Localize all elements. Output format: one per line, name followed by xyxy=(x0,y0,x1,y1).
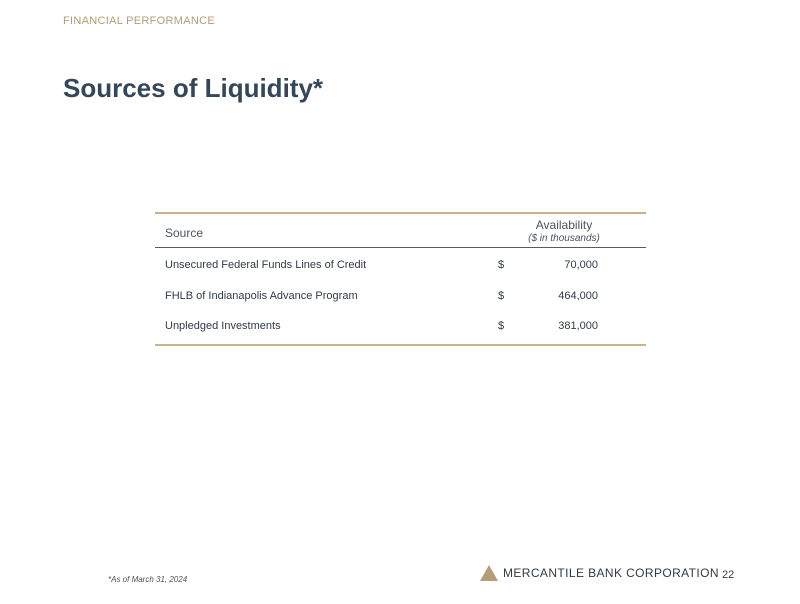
footnote: *As of March 31, 2024 xyxy=(108,575,188,584)
row-currency: $ xyxy=(498,259,505,271)
triangle-logo-icon xyxy=(480,565,498,581)
table-row xyxy=(155,250,646,281)
row-value: 464,000 xyxy=(558,289,598,302)
row-source: Unpledged Investments xyxy=(165,320,281,332)
table-row xyxy=(155,281,646,312)
section-label: FINANCIAL PERFORMANCE xyxy=(63,15,215,27)
page-number: 22 xyxy=(722,569,735,581)
table-bottom-rule xyxy=(155,344,646,346)
row-currency: $ xyxy=(498,289,505,302)
table-body xyxy=(155,248,646,344)
header-availability-label: Availability xyxy=(535,218,593,232)
header-source: Source xyxy=(165,226,204,240)
company-name: MERCANTILE BANK CORPORATION xyxy=(503,566,719,580)
row-value: 70,000 xyxy=(564,259,598,271)
row-currency: $ xyxy=(498,320,505,332)
header-availability xyxy=(519,219,609,245)
row-source: FHLB of Indianapolis Advance Program xyxy=(165,289,358,302)
page-title: Sources of Liquidity* xyxy=(63,73,324,103)
liquidity-table xyxy=(155,212,646,346)
company-logo xyxy=(480,565,719,581)
header-availability-unit: ($ in thousands) xyxy=(528,233,600,244)
row-value: 381,000 xyxy=(558,320,598,332)
table-header-row xyxy=(155,214,646,248)
row-source: Unsecured Federal Funds Lines of Credit xyxy=(165,259,367,271)
table-row xyxy=(155,311,646,342)
